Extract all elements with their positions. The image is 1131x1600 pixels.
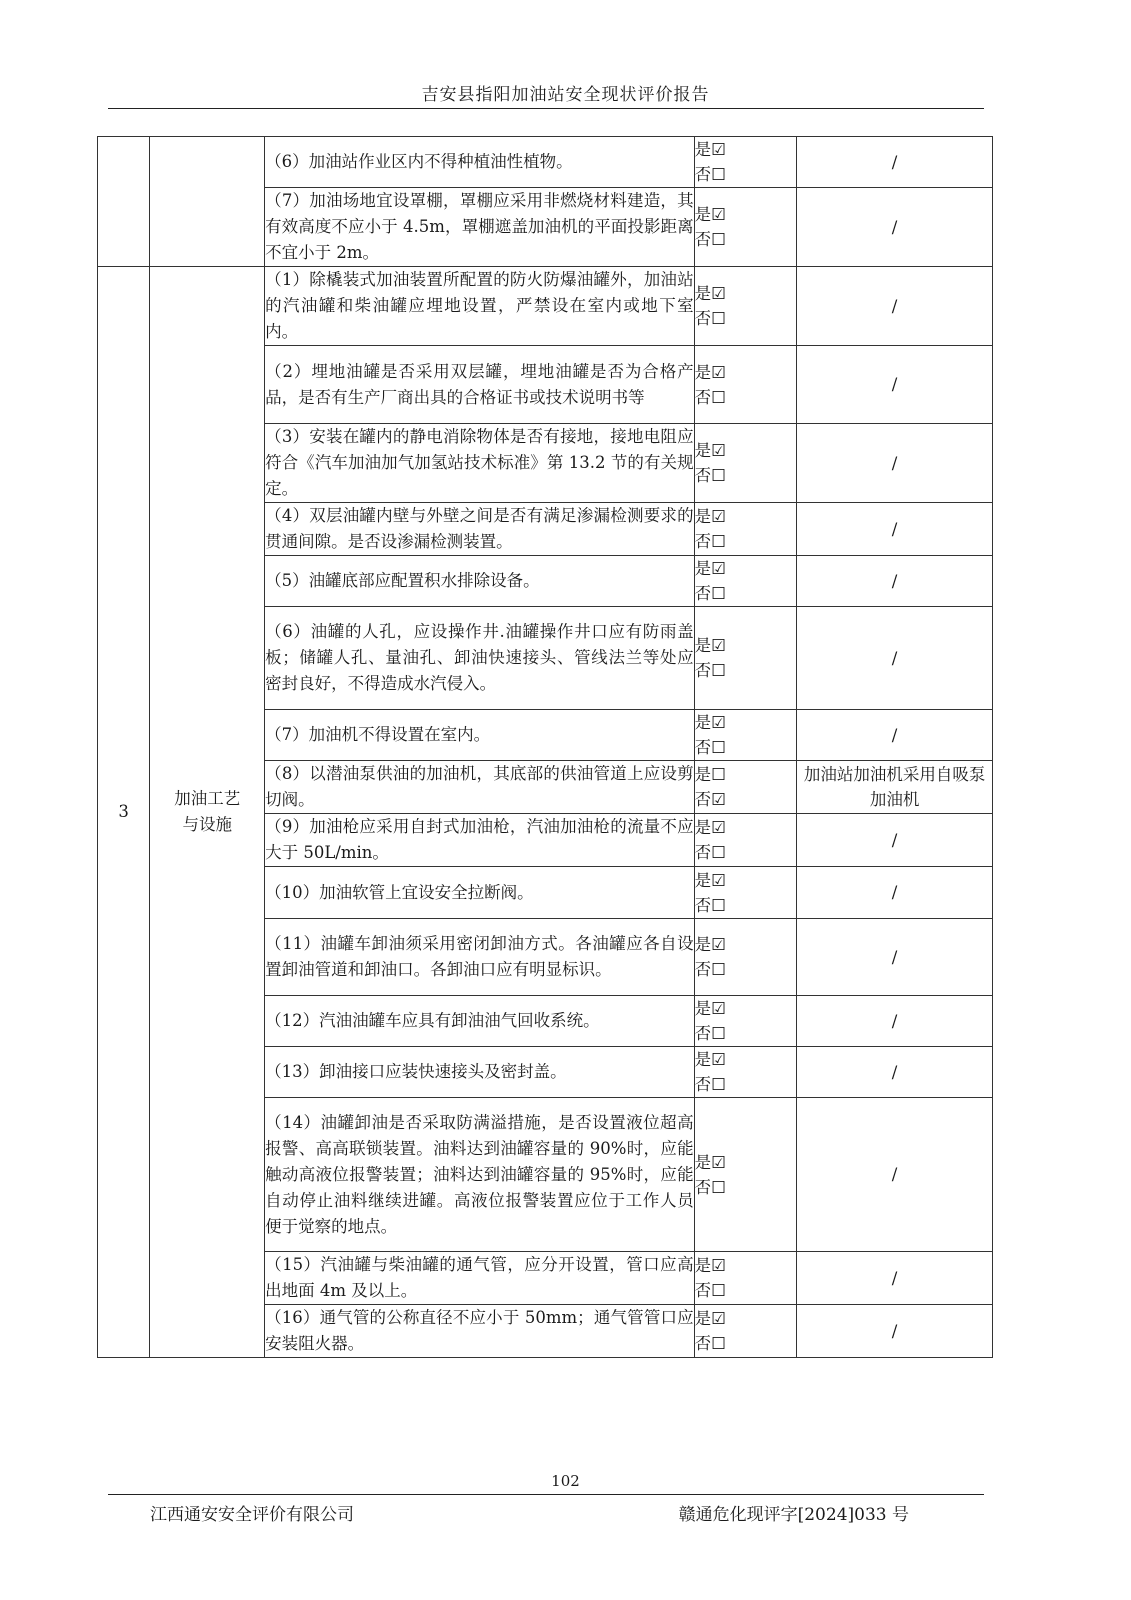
requirement-text: （6）加油站作业区内不得种植油性植物。 <box>265 137 695 188</box>
requirement-text: （7）加油机不得设置在室内。 <box>265 710 695 761</box>
compliance-cell <box>694 556 797 607</box>
yes-checkbox-label: 是☑ <box>694 559 726 578</box>
yes-checkbox-label: 是☑ <box>694 870 726 890</box>
remark-cell: / <box>797 503 993 556</box>
remark-cell: / <box>797 1098 993 1252</box>
no-checkbox-label: 否☐ <box>694 738 726 757</box>
remark-cell: / <box>797 1252 993 1305</box>
compliance-cell <box>694 1305 797 1358</box>
no-checkbox-label: 否☐ <box>694 960 726 979</box>
remark-cell: 加油站加油机采用自吸泵加油机 <box>797 761 993 814</box>
no-checkbox-label: 否☐ <box>694 584 726 603</box>
no-checkbox-label: 否☐ <box>694 1281 726 1300</box>
remark-cell: / <box>797 556 993 607</box>
evaluation-table <box>97 136 993 1358</box>
requirement-text: （15）汽油罐与柴油罐的通气管，应分开设置，管口应高出地面 4m 及以上。 <box>265 1252 695 1305</box>
yes-checkbox-label: 是☑ <box>694 507 726 526</box>
no-checkbox-label: 否☐ <box>694 1075 726 1094</box>
no-checkbox-label: 否☐ <box>694 1334 726 1353</box>
remark-cell: / <box>797 1047 993 1098</box>
no-checkbox-label: 否☐ <box>694 1177 726 1197</box>
table-row <box>98 267 993 346</box>
section-number: 3 <box>98 267 150 1358</box>
no-checkbox-label: 否☐ <box>694 230 726 249</box>
compliance-cell <box>694 267 797 346</box>
remark-cell: / <box>797 424 993 503</box>
no-checkbox-label: 否☐ <box>694 843 726 862</box>
compliance-cell <box>694 1047 797 1098</box>
yes-checkbox-label: 是☑ <box>694 441 726 460</box>
yes-checkbox-label: 是☑ <box>694 140 726 159</box>
compliance-cell <box>694 996 797 1047</box>
no-checkbox-label: 否☑ <box>694 790 726 809</box>
compliance-cell <box>694 1098 797 1252</box>
footer-company: 江西通安安全评价有限公司 <box>150 1505 354 1525</box>
requirement-text: （13）卸油接口应装快速接头及密封盖。 <box>265 1047 695 1098</box>
requirement-text: （11）油罐车卸油须采用密闭卸油方式。各油罐应各自设置卸油管道和卸油口。各卸油口应有明显标识。 <box>265 919 695 996</box>
no-checkbox-label: 否☐ <box>694 1024 726 1043</box>
yes-checkbox-label: 是☑ <box>694 1309 726 1328</box>
requirement-text: （2）埋地油罐是否采用双层罐，埋地油罐是否为合格产品，是否有生产厂商出具的合格证书或技术说明书等 <box>265 346 695 424</box>
compliance-cell <box>694 710 797 761</box>
table-row <box>98 137 993 188</box>
requirement-text: （7）加油场地宜设罩棚，罩棚应采用非燃烧材料建造，其有效高度不应小于 4.5m，罩棚遮盖加油机的平面投影距离不宜小于 2m。 <box>265 188 695 267</box>
footer-divider <box>108 1494 984 1495</box>
compliance-cell <box>694 761 797 814</box>
yes-checkbox-label: 是☐ <box>694 765 726 784</box>
requirement-text: （6）油罐的人孔，应设操作井.油罐操作井口应有防雨盖板；储罐人孔、量油孔、卸油快速接头、管线法兰等处应密封良好，不得造成水汽侵入。 <box>265 607 695 710</box>
compliance-cell <box>694 424 797 503</box>
compliance-cell <box>694 814 797 867</box>
prev-section-category-cell <box>150 137 265 267</box>
yes-checkbox-label: 是☑ <box>694 284 726 303</box>
requirement-text: （12）汽油油罐车应具有卸油油气回收系统。 <box>265 996 695 1047</box>
remark-cell: / <box>797 919 993 996</box>
yes-checkbox-label: 是☑ <box>694 1152 726 1172</box>
compliance-cell <box>694 137 797 188</box>
no-checkbox-label: 否☐ <box>694 466 726 485</box>
no-checkbox-label: 否☐ <box>694 532 726 551</box>
yes-checkbox-label: 是☑ <box>694 1050 726 1069</box>
requirement-text: （16）通气管的公称直径不应小于 50mm；通气管管口应安装阻火器。 <box>265 1305 695 1358</box>
requirement-text: （5）油罐底部应配置积水排除设备。 <box>265 556 695 607</box>
compliance-cell <box>694 607 797 710</box>
compliance-cell <box>694 188 797 267</box>
requirement-text: （1）除橇装式加油装置所配置的防火防爆油罐外，加油站的汽油罐和柴油罐应埋地设置，严禁设在室内或地下室内。 <box>265 267 695 346</box>
requirement-text: （3）安装在罐内的静电消除物体是否有接地，接地电阻应符合《汽车加油加气加氢站技术标准》第 13.2 节的有关规定。 <box>265 424 695 503</box>
requirement-text: （14）油罐卸油是否采取防满溢措施，是否设置液位超高报警、高高联锁装置。油料达到油罐容量的 90%时，应能触动高液位报警装置；油料达到油罐容量的 95%时，应能自动停止油料继续进罐。高液位报警装置应位于工作人员便于觉察的地点。 <box>265 1098 695 1252</box>
remark-cell: / <box>797 346 993 424</box>
compliance-cell <box>694 346 797 424</box>
remark-cell: / <box>797 267 993 346</box>
remark-cell: / <box>797 1305 993 1358</box>
compliance-cell <box>694 1252 797 1305</box>
yes-checkbox-label: 是☑ <box>694 205 726 224</box>
requirement-text: （8）以潜油泵供油的加油机，其底部的供油管道上应设剪切阀。 <box>265 761 695 814</box>
no-checkbox-label: 否☐ <box>694 387 726 407</box>
page-header-title: 吉安县指阳加油站安全现状评价报告 <box>421 85 710 105</box>
section-category-line2: 与设施 <box>182 815 232 834</box>
requirement-text: （4）双层油罐内壁与外壁之间是否有满足渗漏检测要求的贯通间隙。是否设渗漏检测装置。 <box>265 503 695 556</box>
remark-cell: / <box>797 814 993 867</box>
yes-checkbox-label: 是☑ <box>694 999 726 1018</box>
compliance-cell <box>694 867 797 919</box>
remark-cell: / <box>797 996 993 1047</box>
requirement-text: （9）加油枪应采用自封式加油枪，汽油加油枪的流量不应大于 50L/min。 <box>265 814 695 867</box>
no-checkbox-label: 否☐ <box>694 661 726 680</box>
yes-checkbox-label: 是☑ <box>694 362 726 382</box>
remark-cell: / <box>797 188 993 267</box>
page-number: 102 <box>551 1472 580 1490</box>
prev-section-number-cell <box>98 137 150 267</box>
yes-checkbox-label: 是☑ <box>694 1256 726 1275</box>
no-checkbox-label: 否☐ <box>694 895 726 915</box>
compliance-cell <box>694 919 797 996</box>
remark-cell: / <box>797 710 993 761</box>
remark-cell: / <box>797 137 993 188</box>
requirement-text: （10）加油软管上宜设安全拉断阀。 <box>265 867 695 919</box>
section-category-line1: 加油工艺 <box>174 789 241 808</box>
remark-cell: / <box>797 867 993 919</box>
section-category <box>150 267 265 1358</box>
compliance-cell <box>694 503 797 556</box>
yes-checkbox-label: 是☑ <box>694 818 726 837</box>
no-checkbox-label: 否☐ <box>694 309 726 328</box>
header-divider <box>108 108 984 109</box>
yes-checkbox-label: 是☑ <box>694 935 726 954</box>
yes-checkbox-label: 是☑ <box>694 713 726 732</box>
remark-cell: / <box>797 607 993 710</box>
yes-checkbox-label: 是☑ <box>694 636 726 655</box>
footer-report-number: 赣通危化现评字[2024]033 号 <box>678 1505 909 1525</box>
no-checkbox-label: 否☐ <box>694 165 726 184</box>
